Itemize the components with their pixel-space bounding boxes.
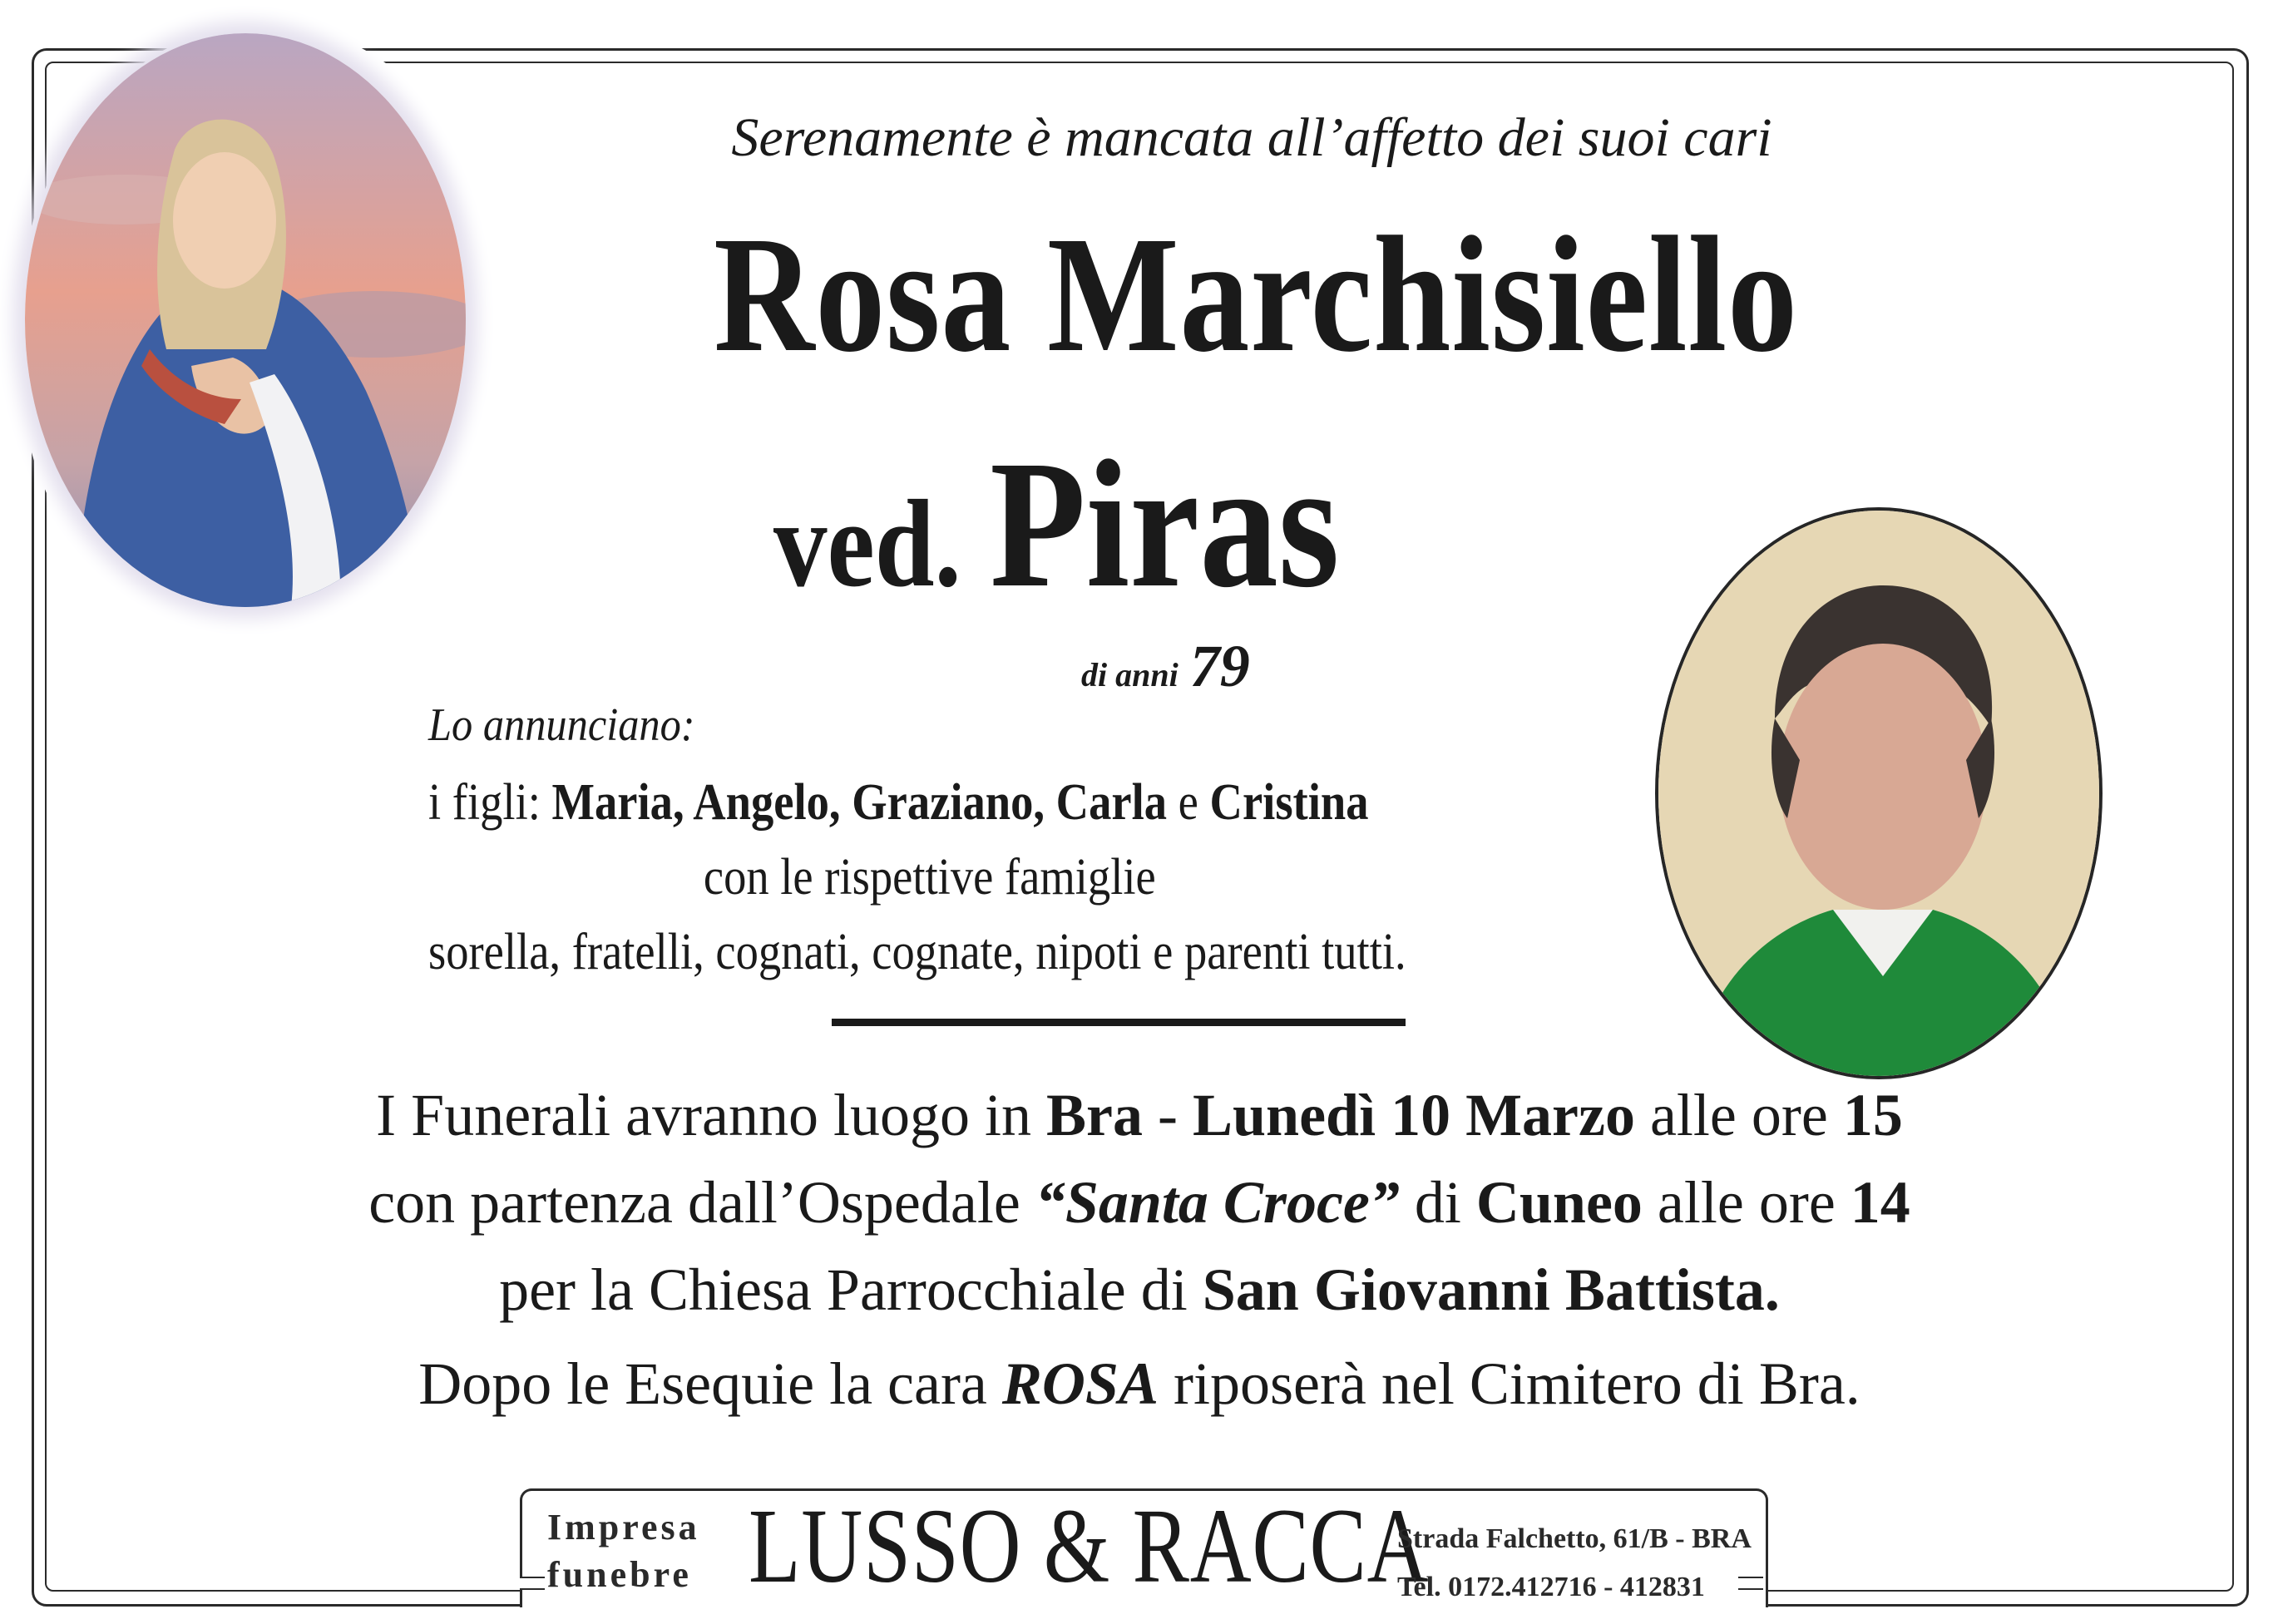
deceased-name: Rosa Marchisiello — [714, 203, 1798, 387]
funeral-home-address: Strada Falchetto, 61/B - BRA — [1397, 1523, 1752, 1554]
funeral-date: Lunedì 10 Marzo — [1192, 1082, 1635, 1148]
funeral-text: per la Chiesa Parrocchiale di — [499, 1256, 1188, 1323]
widow-line — [773, 422, 1340, 625]
footer-rule-left — [520, 1577, 545, 1590]
children-names: Maria, Angelo, Graziano, Carla — [551, 774, 1168, 831]
departure-time: 14 — [1850, 1169, 1910, 1236]
funeral-line-4 — [125, 1350, 2154, 1417]
funeral-text: riposerà nel Cimitero di Bra. — [1173, 1350, 1860, 1417]
funeral-text: Dopo le Esequie la cara — [418, 1350, 987, 1417]
children-label: i figli: — [428, 774, 541, 831]
age-line — [1081, 632, 1250, 701]
relatives-line: sorella, fratelli, cognati, cognate, nipoti e parenti tutti. — [428, 924, 1406, 980]
funeral-text: con partenza dall’Ospedale — [368, 1169, 1020, 1236]
section-divider — [832, 1019, 1406, 1026]
madonna-image — [25, 33, 466, 607]
funeral-text: alle ore — [1649, 1082, 1828, 1148]
departure-city: Cuneo — [1475, 1169, 1643, 1236]
funeral-sep: - — [1157, 1082, 1178, 1148]
children-last: Cristina — [1209, 774, 1369, 831]
funebre-word: funebre — [547, 1554, 692, 1596]
children-conj: e — [1178, 774, 1198, 831]
children-line — [428, 773, 1368, 832]
families-line: con le rispettive famiglie — [703, 849, 1156, 906]
funeral-text: di — [1414, 1169, 1461, 1236]
funeral-place: Bra — [1046, 1082, 1143, 1148]
funeral-line-3 — [125, 1256, 2154, 1323]
funeral-line-2 — [125, 1169, 2154, 1236]
funeral-period: . — [1764, 1256, 1780, 1323]
age-value: 79 — [1189, 633, 1250, 699]
funeral-time: 15 — [1842, 1082, 1903, 1148]
church-name: San Giovanni Battista — [1202, 1256, 1765, 1323]
impresa-label — [547, 1503, 700, 1598]
deceased-portrait-photo — [1655, 507, 2103, 1079]
first-name-emphasis: ROSA — [1001, 1350, 1159, 1417]
funeral-line-1 — [125, 1082, 2154, 1148]
funeral-text: I Funerali avranno luogo in — [376, 1082, 1031, 1148]
hospital-name: “Santa Croce” — [1035, 1169, 1400, 1236]
impresa-word: Impresa — [547, 1507, 700, 1547]
widow-surname: Piras — [990, 422, 1340, 625]
age-label: di anni — [1081, 656, 1179, 694]
funeral-home-phone: Tel. 0172.412716 - 412831 — [1397, 1571, 1705, 1602]
funeral-text: alle ore — [1657, 1169, 1836, 1236]
funeral-home-contact — [1397, 1515, 1752, 1612]
funeral-home-brand: LUSSO & RACCA — [749, 1487, 1430, 1605]
intro-line: Serenamente è mancata all’affetto dei suoi cari — [731, 107, 1772, 168]
widow-prefix: ved. — [773, 475, 961, 613]
announce-label: Lo annunciano: — [428, 699, 695, 751]
